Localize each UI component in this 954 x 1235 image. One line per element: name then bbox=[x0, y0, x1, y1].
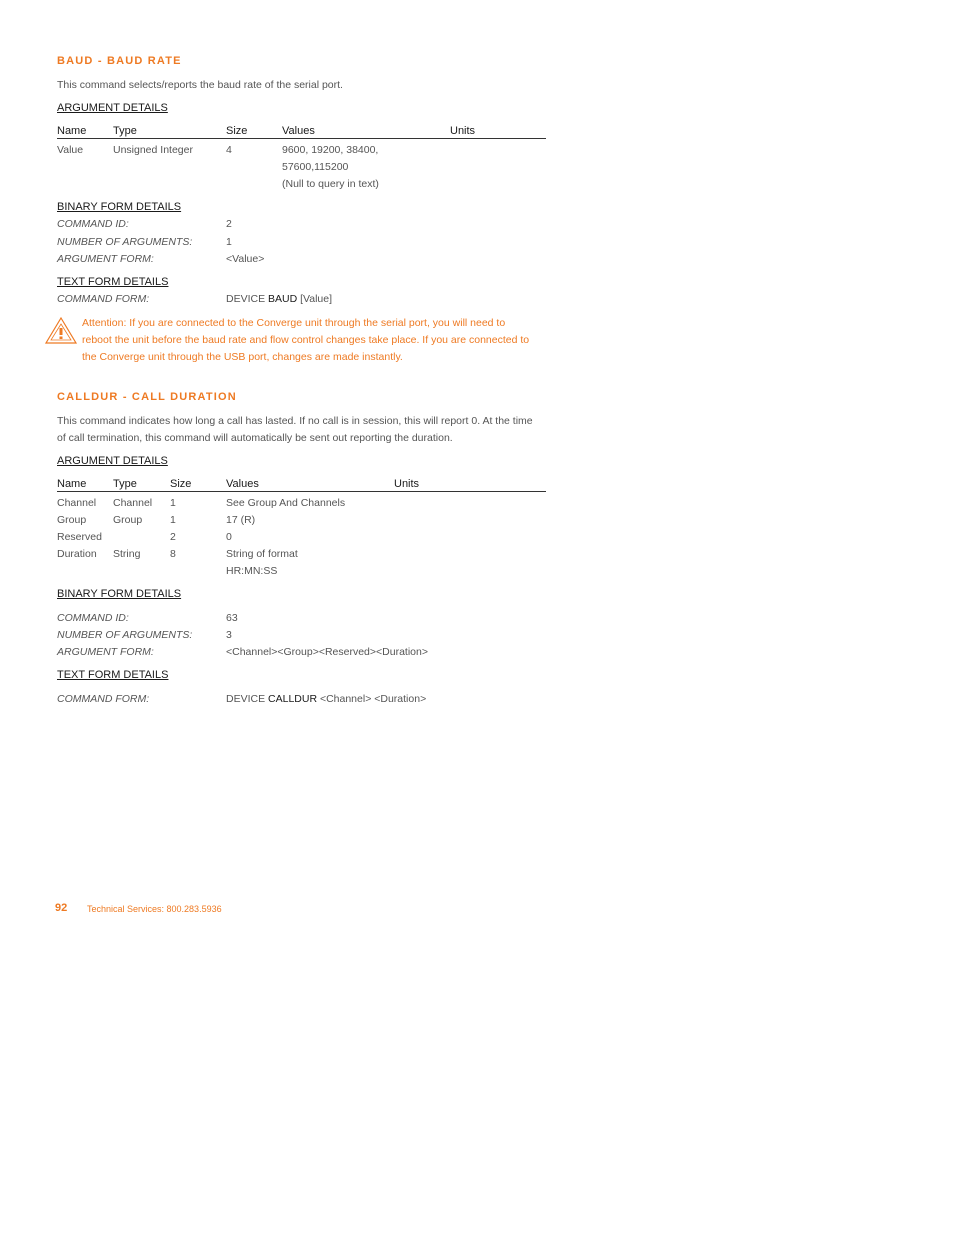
baud-heading: BAUD - BAUD RATE bbox=[57, 55, 182, 67]
calldur-num-args-value: 3 bbox=[226, 629, 232, 641]
table-row-values: String of format bbox=[226, 548, 298, 560]
baud-command-suffix: [Value] bbox=[297, 293, 333, 305]
baud-text-form-label: TEXT FORM DETAILS bbox=[57, 276, 169, 288]
table-row-size: 8 bbox=[170, 548, 176, 560]
calldur-text-form-label: TEXT FORM DETAILS bbox=[57, 669, 169, 681]
table-row-values: 17 (R) bbox=[226, 514, 256, 526]
baud-num-args-label: NUMBER OF ARGUMENTS: bbox=[57, 236, 193, 248]
attention-line-3: the Converge unit through the USB port, changes are made instantly. bbox=[82, 351, 403, 363]
table-row-type: Group bbox=[113, 514, 143, 526]
calldur-arg-form-value: <Channel><Group><Reserved><Duration> bbox=[226, 646, 428, 658]
baud-arg-form-value: <Value> bbox=[226, 253, 265, 265]
footer-text: Technical Services: 800.283.5936 bbox=[87, 904, 222, 914]
calldur-argument-details-label: ARGUMENT DETAILS bbox=[57, 455, 168, 467]
attention-line-1 bbox=[82, 317, 505, 329]
baud-col-units: Units bbox=[450, 125, 476, 137]
calldur-command-keyword: CALLDUR bbox=[268, 693, 318, 705]
calldur-heading: CALLDUR - CALL DURATION bbox=[57, 391, 237, 403]
baud-command-form-value bbox=[226, 293, 332, 305]
calldur-col-values: Values bbox=[226, 478, 259, 490]
baud-command-keyword: BAUD bbox=[268, 293, 298, 305]
baud-argument-details-label: ARGUMENT DETAILS bbox=[57, 102, 168, 114]
table-row-values: 0 bbox=[226, 531, 232, 543]
table-row-values: See Group And Channels bbox=[226, 497, 346, 509]
baud-description: This command selects/reports the baud rate of the serial port. bbox=[57, 79, 343, 91]
baud-command-form-label: COMMAND FORM: bbox=[57, 293, 150, 305]
attention-line-2: reboot the unit before the baud rate and flow control changes take place. If you are connected to bbox=[82, 334, 530, 346]
baud-binary-label: BINARY FORM DETAILS bbox=[57, 201, 182, 213]
table-row-name: Reserved bbox=[57, 531, 102, 543]
warning-icon bbox=[44, 316, 78, 346]
calldur-col-units: Units bbox=[394, 478, 420, 490]
baud-num-args-value: 1 bbox=[226, 236, 232, 248]
table-row-size: 1 bbox=[170, 497, 176, 509]
calldur-command-id-label: COMMAND ID: bbox=[57, 612, 129, 624]
table-row-name: Duration bbox=[57, 548, 97, 560]
calldur-binary-label: BINARY FORM DETAILS bbox=[57, 588, 182, 600]
page-number: 92 bbox=[55, 902, 68, 914]
calldur-command-suffix: <Channel> <Duration> bbox=[317, 693, 427, 705]
calldur-command-prefix: DEVICE bbox=[226, 693, 269, 705]
table-row-name: Group bbox=[57, 514, 87, 526]
baud-arg-form-label: ARGUMENT FORM: bbox=[57, 253, 154, 265]
baud-row-name: Value bbox=[57, 144, 84, 156]
baud-row-type: Unsigned Integer bbox=[113, 144, 193, 156]
calldur-description-2: of call termination, this command will automatically be sent out reporting the duration. bbox=[57, 432, 453, 444]
calldur-col-name: Name bbox=[57, 478, 87, 490]
baud-col-values: Values bbox=[282, 125, 315, 137]
calldur-command-form-value bbox=[226, 693, 426, 705]
baud-table-rule bbox=[57, 138, 546, 139]
baud-command-id-label: COMMAND ID: bbox=[57, 218, 129, 230]
table-row-type: String bbox=[113, 548, 141, 560]
baud-row-values-3: (Null to query in text) bbox=[282, 178, 379, 190]
baud-col-name: Name bbox=[57, 125, 87, 137]
table-row-values: HR:MN:SS bbox=[226, 565, 278, 577]
baud-command-prefix: DEVICE bbox=[226, 293, 269, 305]
baud-row-values-1: 9600, 19200, 38400, bbox=[282, 144, 379, 156]
calldur-arg-form-label: ARGUMENT FORM: bbox=[57, 646, 154, 658]
calldur-col-size: Size bbox=[170, 478, 192, 490]
table-row-type: Channel bbox=[113, 497, 153, 509]
baud-col-size: Size bbox=[226, 125, 248, 137]
attention-text-1: : If you are connected to the Converge unit through the serial port, you will need to bbox=[123, 317, 506, 329]
baud-col-type: Type bbox=[113, 125, 137, 137]
table-row-name: Channel bbox=[57, 497, 97, 509]
table-row-size: 1 bbox=[170, 514, 176, 526]
table-row-size: 2 bbox=[170, 531, 176, 543]
calldur-col-type: Type bbox=[113, 478, 137, 490]
calldur-description-1: This command indicates how long a call has lasted. If no call is in session, this will report 0. At the time bbox=[57, 415, 533, 427]
baud-row-values-2: 57600,115200 bbox=[282, 161, 349, 173]
calldur-command-id-value: 63 bbox=[226, 612, 238, 624]
attention-title: Attention bbox=[82, 317, 124, 329]
calldur-table-rule bbox=[57, 491, 546, 492]
baud-command-id-value: 2 bbox=[226, 218, 232, 230]
baud-row-size: 4 bbox=[226, 144, 232, 156]
calldur-num-args-label: NUMBER OF ARGUMENTS: bbox=[57, 629, 193, 641]
calldur-command-form-label: COMMAND FORM: bbox=[57, 693, 150, 705]
